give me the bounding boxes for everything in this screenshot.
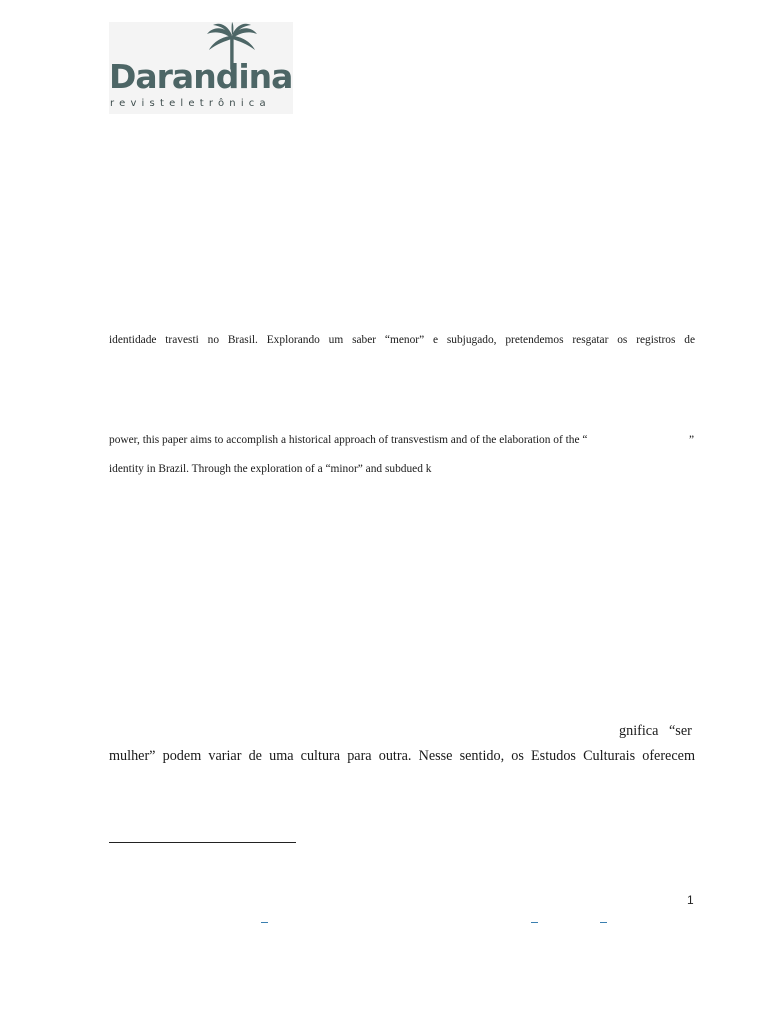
footnote-separator (109, 842, 296, 843)
footer-link-3[interactable] (600, 922, 607, 923)
abstract-pt-line (109, 335, 695, 346)
body-line-1-b: “ser (669, 723, 692, 739)
page-number: 1 (687, 893, 694, 907)
journal-tagline: revisteletrônica (110, 98, 271, 109)
journal-wordmark: Darandina (109, 57, 293, 96)
abstract-en-line-2: identity in Brazil. Through the exploration of a “minor” and subdued k (109, 463, 432, 475)
footer-link-1[interactable] (261, 922, 268, 923)
footer-link-2[interactable] (531, 922, 538, 923)
body-line-2 (109, 749, 695, 763)
abstract-pt-text: identidade travesti no Brasil. Explorando um saber “menor” e subjugado, pretendemos resgatar os registros de (109, 334, 695, 346)
journal-logo (109, 22, 293, 114)
abstract-en-line-1-left: power, this paper aims to accomplish a historical approach of transvestism and of the elaboration of the “ (109, 434, 588, 446)
body-line-1-a: gnifica (619, 723, 659, 739)
abstract-en-line-1-right: ” (689, 434, 695, 446)
body-line-2-text: mulher” podem variar de uma cultura para outra. Nesse sentido, os Estudos Culturais oferecem (109, 748, 695, 764)
